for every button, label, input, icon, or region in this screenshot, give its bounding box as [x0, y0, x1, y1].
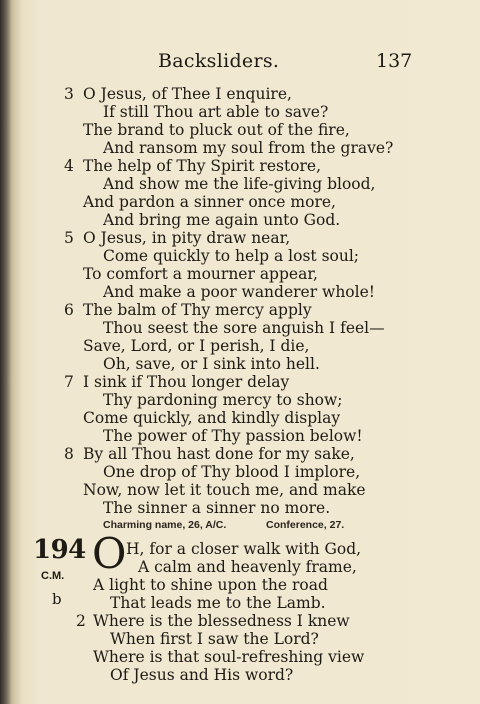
hymn-line: When first I saw the Lord?	[110, 630, 319, 648]
verse-line: If still Thou art able to save?	[103, 103, 329, 121]
page-header	[0, 50, 480, 76]
verse-line: Thy pardoning mercy to show;	[103, 391, 343, 409]
tune-attribution: Conference, 27.	[266, 519, 345, 531]
hymn-line: A calm and heavenly frame,	[138, 558, 357, 576]
verse-line: O Jesus, of Thee I enquire,	[83, 85, 292, 103]
verse-line: The help of Thy Spirit restore,	[83, 157, 322, 175]
verse-line: Save, Lord, or I perish, I die,	[83, 337, 310, 355]
verse-line: One drop of Thy blood I implore,	[103, 463, 361, 481]
hymn-line: A light to shine upon the road	[93, 576, 328, 594]
hymn-line: Where is that soul-refreshing view	[93, 648, 365, 666]
page-number: 137	[376, 50, 413, 72]
tune-attribution: Charming name, 26, A/C.	[103, 519, 227, 531]
hymn-line: H, for a closer walk with God,	[126, 540, 362, 558]
verse-line: The power of Thy passion below!	[103, 427, 363, 445]
key-label: b	[52, 590, 62, 608]
verse-number: 6	[64, 301, 74, 319]
verse-line: And ransom my soul from the grave?	[103, 139, 394, 157]
verse-line: And show me the life-giving blood,	[103, 175, 376, 193]
verse-line: Come quickly to help a lost soul;	[103, 247, 360, 265]
verse-number: 5	[64, 229, 74, 247]
verse-line: To comfort a mourner appear,	[83, 265, 318, 283]
verse-line: I sink if Thou longer delay	[83, 373, 290, 391]
hymn-line: Of Jesus and His word?	[110, 666, 294, 684]
verse-line: And bring me again unto God.	[103, 211, 341, 229]
running-title: Backsliders.	[158, 50, 280, 72]
verse-number: 7	[64, 373, 74, 391]
verse-line: Come quickly, and kindly display	[83, 409, 341, 427]
hymn-line: Where is the blessedness I knew	[93, 612, 350, 630]
verse-number: 2	[76, 612, 86, 630]
verse-line: Oh, save, or I sink into hell.	[103, 355, 320, 373]
verse-number: 4	[64, 157, 74, 175]
verse-line: Thou seest the sore anguish I feel—	[103, 319, 385, 337]
meter-label: C.M.	[41, 570, 65, 582]
verse-line: And make a poor wanderer whole!	[103, 283, 375, 301]
verse-line: Now, now let it touch me, and make	[83, 481, 366, 499]
verse-line: O Jesus, in pity draw near,	[83, 229, 291, 247]
verse-line: And pardon a sinner once more,	[83, 193, 336, 211]
verse-number: 8	[64, 445, 74, 463]
hymn-line: That leads me to the Lamb.	[110, 594, 326, 612]
verse-line: The balm of Thy mercy apply	[83, 301, 312, 319]
drop-cap: O	[92, 529, 127, 578]
verse-line: The brand to pluck out of the fire,	[83, 121, 350, 139]
verse-line: By all Thou hast done for my sake,	[83, 445, 355, 463]
verse-line: The sinner a sinner no more.	[103, 499, 331, 517]
verse-number: 3	[64, 85, 74, 103]
hymn-number: 194	[33, 535, 86, 565]
